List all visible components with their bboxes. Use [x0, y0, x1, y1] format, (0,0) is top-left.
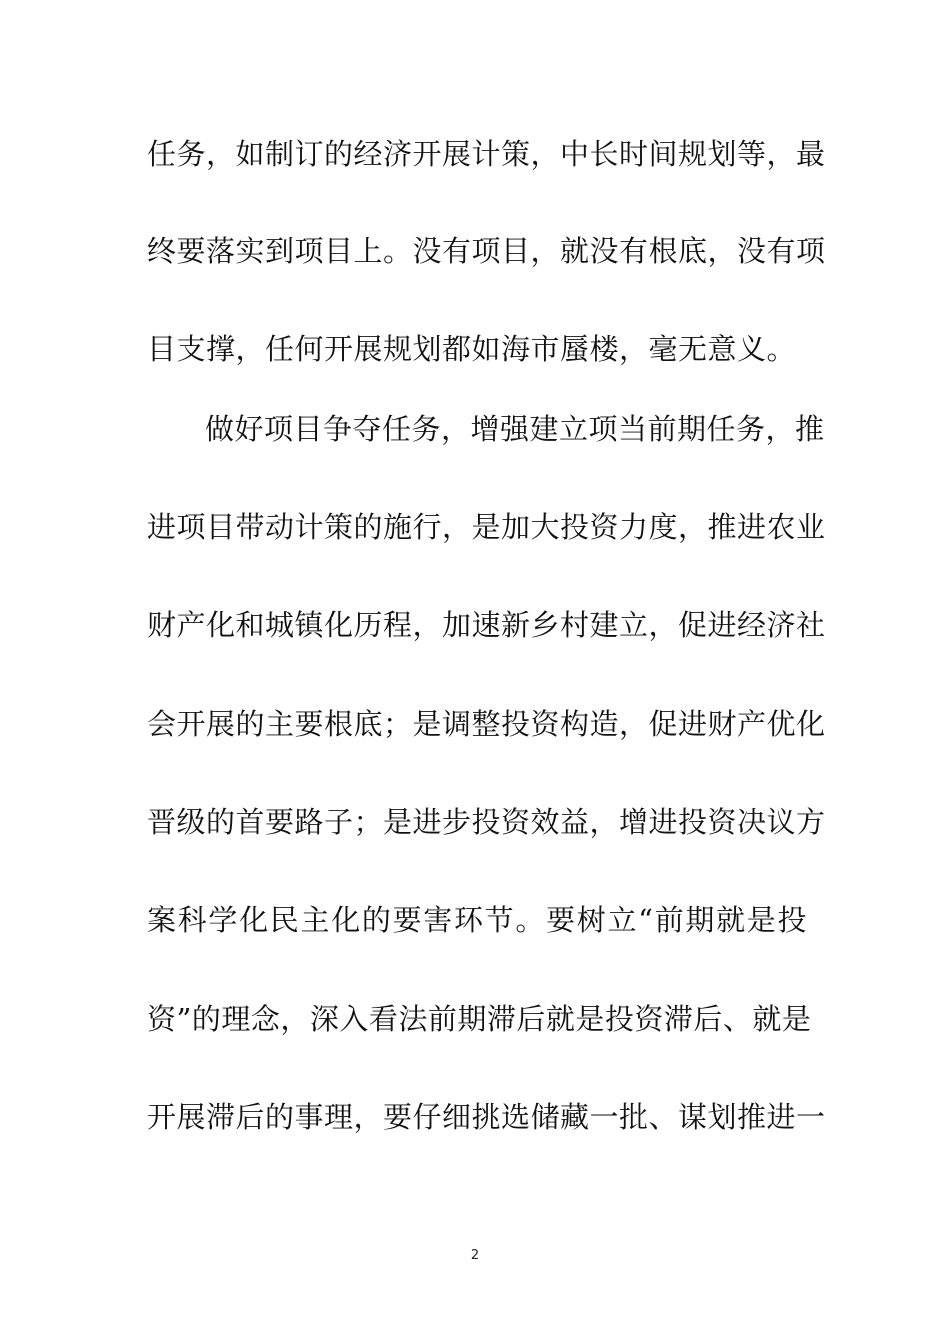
text-line-1: 任务，如制订的经济开展计策，中长时间规划等，最 — [147, 137, 826, 171]
text-line-10: 资”的理念，深入看法前期滞后就是投资滞后、就是 — [147, 1002, 812, 1036]
text-line-4: 做好项目争夺任务，增强建立项当前期任务，推 — [205, 412, 825, 446]
text-line-3: 目支撑，任何开展规划都如海市蜃楼，毫无意义。 — [147, 332, 797, 366]
text-line-5: 进项目带动计策的施行，是加大投资力度，推进农业 — [147, 510, 826, 544]
text-line-11: 开展滞后的事理，要仔细挑选储藏一批、谋划推进一 — [147, 1100, 826, 1134]
text-line-7: 会开展的主要根底；是调整投资构造，促进财产优化 — [147, 707, 826, 741]
page-number: 2 — [470, 1248, 480, 1263]
text-line-2: 终要落实到项目上。没有项目，就没有根底，没有项 — [147, 234, 826, 268]
text-line-9: 案科学化民主化的要害环节。要树立“前期就是投 — [147, 903, 807, 937]
text-line-6: 财产化和城镇化历程，加速新乡村建立，促进经济社 — [147, 608, 826, 642]
text-line-8: 晋级的首要路子；是进步投资效益，增进投资决议方 — [147, 805, 826, 839]
